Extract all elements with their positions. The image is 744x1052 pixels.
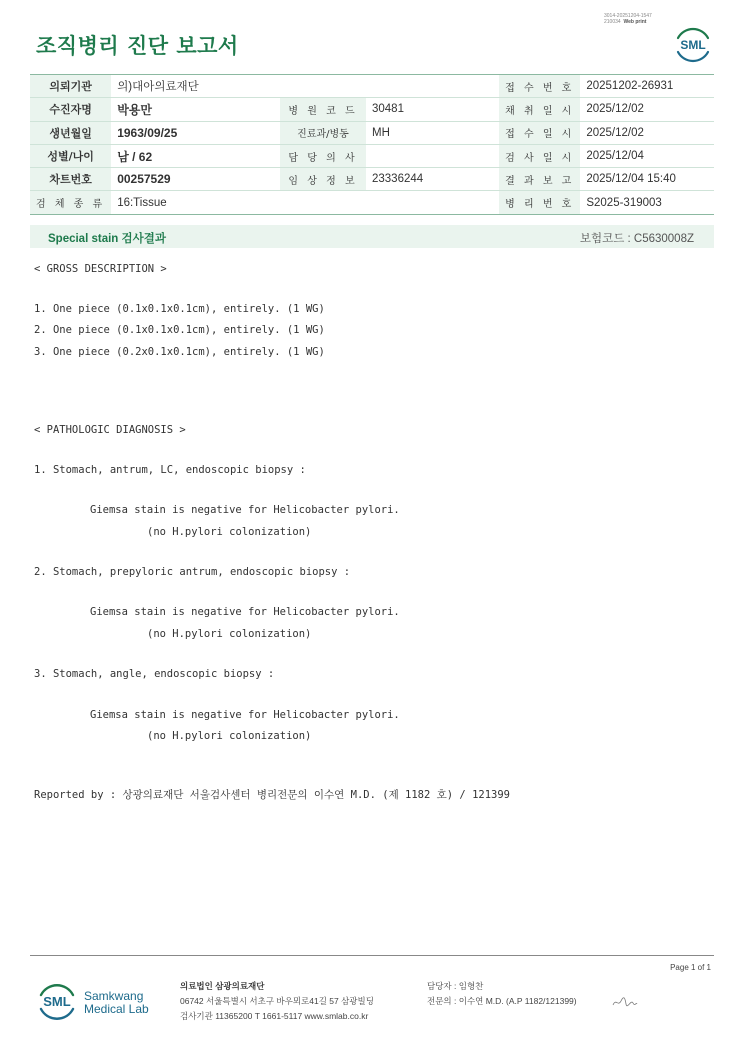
result-report-value: 2025/12/04 15:40 [580, 168, 714, 191]
patient-name-label: 수진자명 [30, 98, 111, 121]
diagnosis-finding: Giemsa stain is negative for Helicobacter pylori. [90, 606, 400, 618]
result-report-label: 결 과 보 고 [499, 168, 580, 191]
pathology-no-value: S2025-319003 [580, 191, 714, 214]
manager-value: 임형찬 [458, 981, 484, 991]
sml-logo [673, 24, 713, 64]
patient-name-value: 박용만 [111, 98, 280, 121]
page-number: Page 1 of 1 [670, 963, 711, 972]
diagnosis-note: (no H.pylori colonization) [147, 730, 312, 742]
gross-item: 3. One piece (0.2x0.1x0.1cm), entirely. (1 WG) [34, 346, 325, 358]
test-date-value: 2025/12/04 [580, 144, 714, 167]
diagnosis-site: 3. Stomach, angle, endoscopic biopsy : [34, 668, 275, 680]
dob-label: 생년월일 [30, 121, 111, 144]
info-row [30, 98, 714, 121]
reported-by: Reported by : 상광의료재단 서울검사센터 병리전문의 이수연 M.D. (제 1182 호) / 121399 [34, 789, 511, 801]
receipt-no-label: 접 수 번 호 [499, 75, 580, 98]
gross-item: 2. One piece (0.1x0.1x0.1cm), entirely. (1 WG) [34, 324, 325, 336]
dob-value: 1963/09/25 [111, 121, 280, 144]
sex-age-label: 성별/나이 [30, 144, 111, 167]
diagnosis-finding: Giemsa stain is negative for Helicobacter pylori. [90, 709, 400, 721]
collect-date-label: 채 취 일 시 [499, 98, 580, 121]
report-title: 조직병리 진단 보고서 [36, 34, 239, 58]
collect-date-value: 2025/12/02 [580, 98, 714, 121]
footer-org-name: 의료법인 삼광의료재단 [180, 981, 265, 991]
pathologic-diagnosis-header: < PATHOLOGIC DIAGNOSIS > [34, 424, 186, 436]
hospital-code-value: 30481 [366, 98, 499, 121]
diagnosis-finding: Giemsa stain is negative for Helicobacter pylori. [90, 504, 400, 516]
svg-text:SML: SML [680, 38, 706, 52]
info-row [30, 168, 714, 191]
receipt-no-value: 20251202-26931 [580, 75, 714, 98]
brand-line2: Medical Lab [84, 1002, 149, 1016]
doc-code-line2: 210034 [604, 19, 621, 25]
specialist-value: 이수연 M.D. (A.P 1182/121399) [458, 996, 577, 1006]
doc-code-line1: 3014-20251204-1547 [604, 13, 652, 19]
receipt-date-label: 접 수 일 시 [499, 121, 580, 144]
brand-line1: Samkwang [84, 989, 144, 1003]
diagnosis-note: (no H.pylori colonization) [147, 628, 312, 640]
web-print-label: Web print [623, 19, 647, 25]
sex-age-value: 남 / 62 [111, 144, 280, 167]
info-row [30, 191, 714, 214]
svg-text:SML: SML [43, 994, 71, 1009]
info-row [30, 75, 714, 98]
specimen-label: 검 체 종 류 [30, 191, 111, 214]
manager-label: 담당자 : [427, 981, 457, 991]
footer-address: 06742 서울특별시 서초구 바우뫼로41길 57 삼광빌딩 [180, 996, 374, 1006]
special-stain-bar [30, 225, 714, 248]
test-date-label: 검 사 일 시 [499, 144, 580, 167]
info-row [30, 121, 714, 144]
receipt-date-value: 2025/12/02 [580, 121, 714, 144]
footer-divider [30, 955, 714, 956]
footer-staff-info [427, 979, 577, 1009]
hospital-code-label: 병 원 코 드 [280, 98, 366, 121]
dept-value: MH [366, 121, 499, 144]
insurance-code: 보험코드 : C5630008Z [579, 233, 694, 245]
diagnosis-site: 1. Stomach, antrum, LC, endoscopic biopsy : [34, 464, 306, 476]
patient-info-table [30, 74, 714, 215]
clinical-info-value: 23336244 [366, 168, 499, 191]
requesting-org-value: 의)대아의료재단 [111, 75, 499, 98]
document-meta [604, 13, 652, 25]
gross-description-header: < GROSS DESCRIPTION > [34, 263, 167, 275]
specimen-value: 16:Tissue [111, 191, 499, 214]
dept-label: 진료과/병동 [280, 121, 366, 144]
footer-contact: 검사기관 11365200 T 1661-5117 www.smlab.co.kr [180, 1011, 369, 1021]
clinical-info-label: 임 상 정 보 [280, 168, 366, 191]
diagnosis-note: (no H.pylori colonization) [147, 526, 312, 538]
info-row [30, 144, 714, 167]
diagnosis-site: 2. Stomach, prepyloric antrum, endoscopic biopsy : [34, 566, 351, 578]
doctor-value [366, 144, 499, 167]
footer-brand [84, 990, 149, 1016]
chart-no-value: 00257529 [111, 168, 280, 191]
specialist-label: 전문의 : [427, 996, 457, 1006]
sml-footer-logo [36, 980, 78, 1022]
doctor-label: 담 당 의 사 [280, 144, 366, 167]
requesting-org-label: 의뢰기관 [30, 75, 111, 98]
chart-no-label: 차트번호 [30, 168, 111, 191]
gross-item: 1. One piece (0.1x0.1x0.1cm), entirely. (1 WG) [34, 303, 325, 315]
pathology-no-label: 병 리 번 호 [499, 191, 580, 214]
footer-org-info [180, 979, 374, 1024]
signature [612, 996, 638, 1008]
special-stain-title: Special stain 검사결과 [48, 233, 166, 245]
